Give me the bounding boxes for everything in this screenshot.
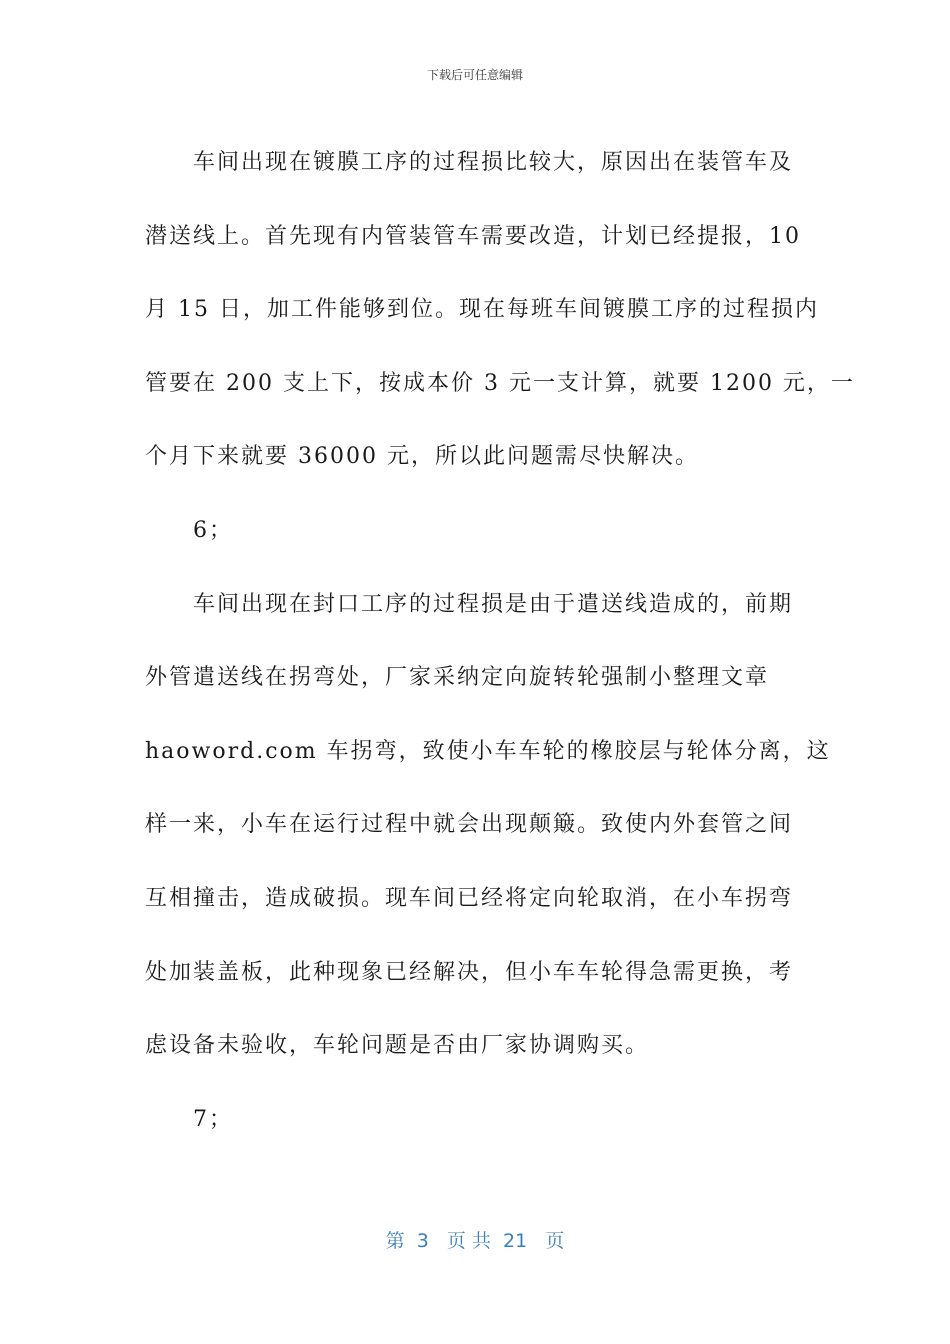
paragraph-line: 处加装盖板，此种现象已经解决，但小车车轮得急需更换，考 [145, 959, 794, 985]
paragraph-line: 月 15 日，加工件能够到位。现在每班车间镀膜工序的过程损内 [145, 297, 819, 323]
paragraph-line: 个月下来就要 36000 元，所以此问题需尽快解决。 [145, 444, 699, 470]
paragraph-line: 车间出现在封口工序的过程损是由于遣送线造成的，前期 [193, 591, 794, 617]
document-body [145, 126, 855, 1156]
paragraph-line: 样一来，小车在运行过程中就会出现颠簸。致使内外套管之间 [145, 812, 794, 838]
paragraph-line: 虑设备未验收，车轮问题是否由厂家协调购买。 [145, 1033, 650, 1059]
paragraph-line: 管要在 200 支上下，按成本价 3 元一支计算，就要 1200 元，一 [145, 370, 855, 396]
paragraph-line: 外管遣送线在拐弯处，厂家采纳定向旋转轮强制小整理文章 [145, 665, 770, 691]
paragraph-line: 互相撞击，造成破损。现车间已经将定向轮取消，在小车拐弯 [145, 885, 794, 911]
section-number: 7； [193, 1106, 233, 1132]
paragraph-line: 车间出现在镀膜工序的过程损比较大，原因出在装管车及 [193, 150, 794, 175]
paragraph-line: 潜送线上。首先现有内管装管车需要改造，计划已经提报，10 [145, 223, 801, 249]
page-footer: 第 3 页 共 21 页 [385, 1230, 565, 1252]
page-header: 下载后可任意编辑 [426, 68, 523, 82]
paragraph-line: haoword.com 车拐弯，致使小车车轮的橡胶层与轮体分离，这 [145, 738, 831, 764]
section-number: 6； [193, 517, 233, 543]
